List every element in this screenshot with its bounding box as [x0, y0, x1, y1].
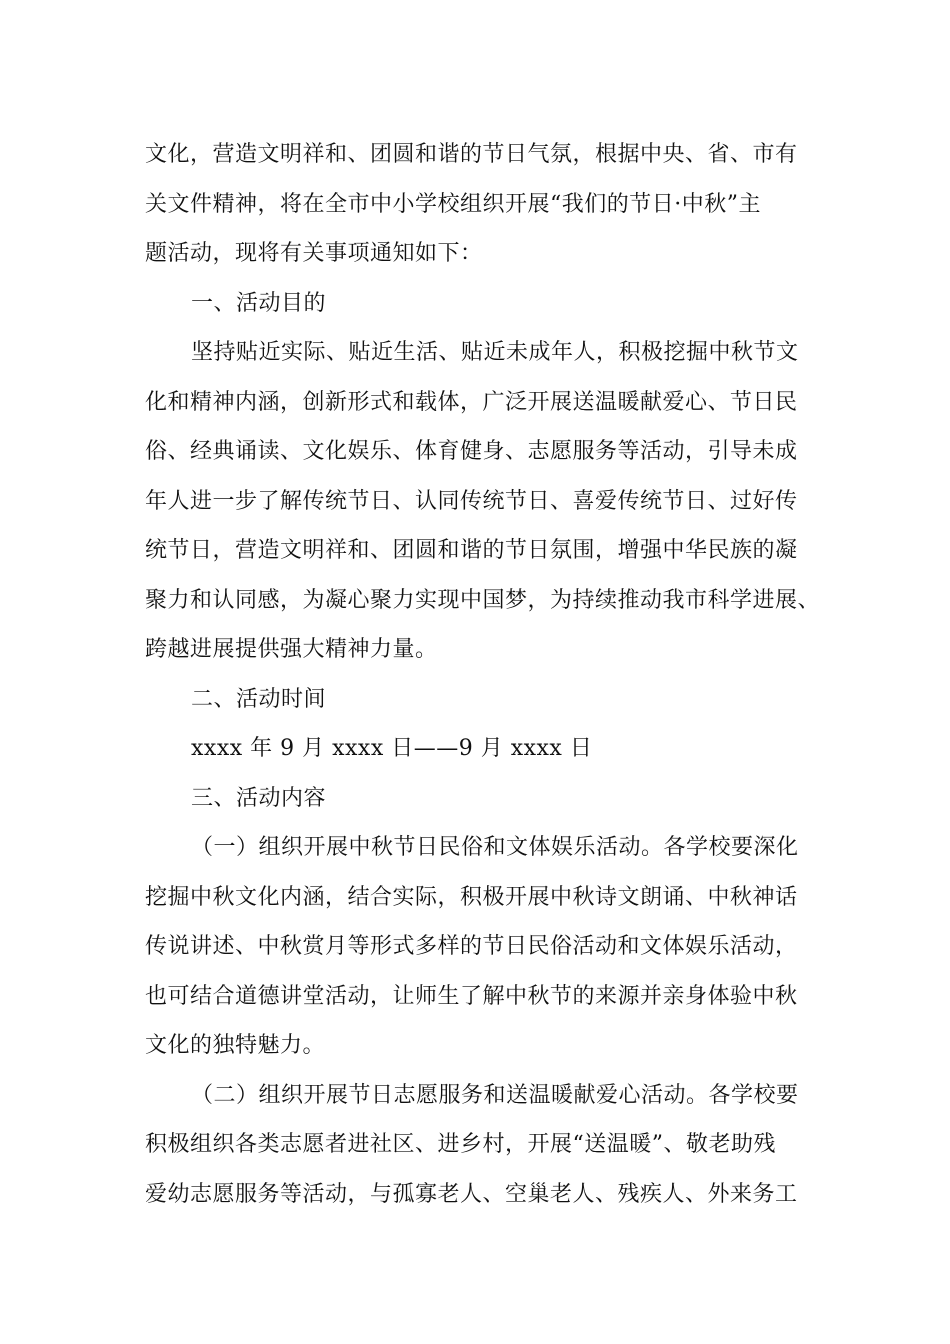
text-line: 聚力和认同感，为凝心聚力实现中国梦，为持续推动我市科学进展、	[145, 587, 821, 613]
text-line: 题活动，现将有关事项通知如下：	[145, 241, 483, 266]
text-line: xxxx 年 9 月 xxxx 日——9 月 xxxx 日	[191, 736, 593, 761]
section-heading: 三、活动内容	[191, 785, 327, 811]
text-line: 文化，营造文明祥和、团圆和谐的节日气氛，根据中央、省、市有	[145, 142, 798, 167]
text-line: 化和精神内涵，创新形式和载体，广泛开展送温暖献爱心、节日民	[145, 389, 798, 415]
document-body	[145, 130, 820, 1219]
text-line: 跨越进展提供强大精神力量。	[145, 637, 438, 662]
text-line: 挖掘中秋文化内涵，结合实际，积极开展中秋诗文朗诵、中秋神话	[145, 884, 798, 910]
text-line: 年人进一步了解传统节日、认同传统节日、喜爱传统节日、过好传	[145, 488, 798, 514]
text-line: 文化的独特魅力。	[145, 1033, 326, 1058]
text-line: 坚持贴近实际、贴近生活、贴近未成年人，积极挖掘中秋节文	[191, 340, 799, 365]
section-heading: 二、活动时间	[191, 686, 327, 712]
text-line: 爱幼志愿服务等活动，与孤寡老人、空巢老人、残疾人、外来务工	[145, 1181, 798, 1207]
text-line: 也可结合道德讲堂活动，让师生了解中秋节的来源并亲身体验中秋	[145, 983, 798, 1009]
text-line: 积极组织各类志愿者进社区、进乡村，开展“送温暖”、敬老助残	[145, 1132, 776, 1157]
text-line: 关文件精神，将在全市中小学校组织开展“我们的节日·中秋”主	[145, 191, 761, 217]
subsection-line: （二）组织开展节日志愿服务和送温暖献爱心活动。各学校要	[191, 1082, 799, 1108]
section-heading: 一、活动目的	[191, 290, 327, 316]
text-line: 俗、经典诵读、文化娱乐、体育健身、志愿服务等活动，引导未成	[145, 439, 798, 464]
text-line: 传说讲述、中秋赏月等形式多样的节日民俗活动和文体娱乐活动，	[145, 934, 798, 959]
subsection-line: （一）组织开展中秋节日民俗和文体娱乐活动。各学校要深化	[191, 835, 799, 860]
text-line: 统节日，营造文明祥和、团圆和谐的节日氛围，增强中华民族的凝	[145, 538, 798, 563]
